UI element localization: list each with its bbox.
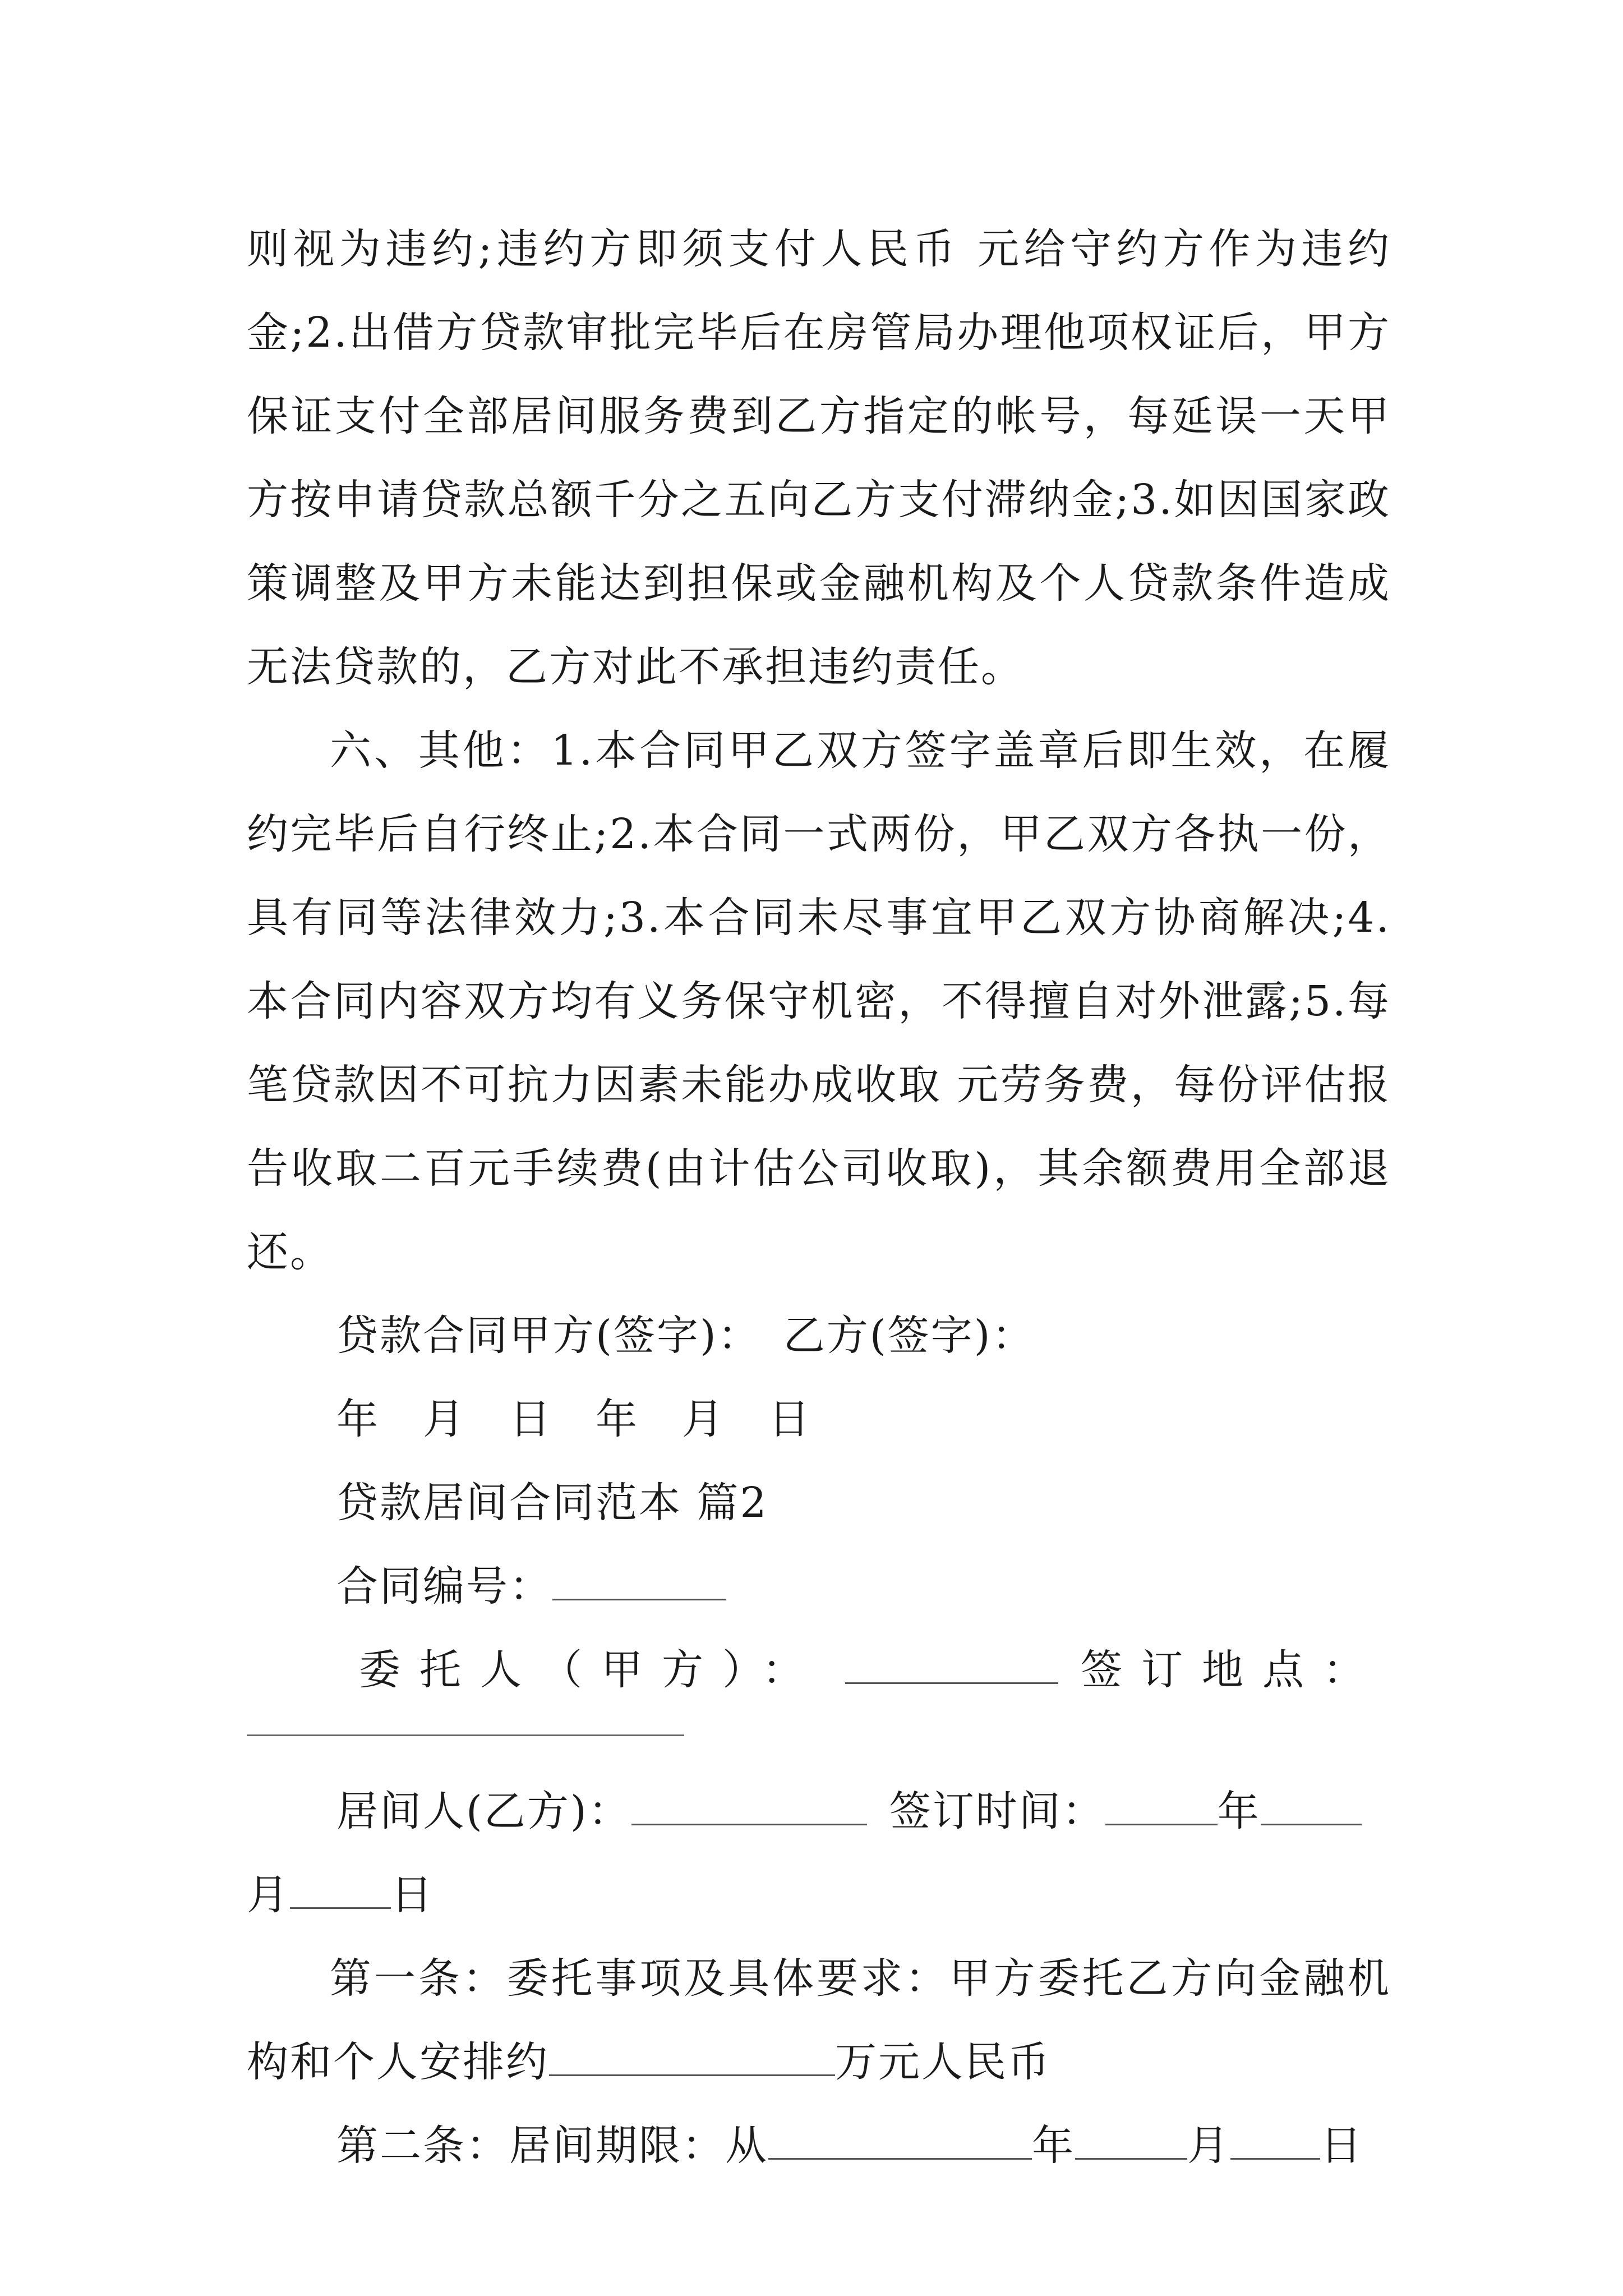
sign-time-month-blank bbox=[1261, 1786, 1362, 1825]
intermediary-blank bbox=[631, 1786, 867, 1825]
article-two bbox=[247, 2104, 1391, 2188]
sign-time-year-blank bbox=[1105, 1786, 1218, 1825]
client-row bbox=[247, 1628, 1391, 1712]
sign-time-year: 年 bbox=[1217, 1787, 1261, 1835]
sign-place-label: 签订地点： bbox=[1081, 1646, 1384, 1694]
article-two-year: 年 bbox=[1032, 2122, 1075, 2170]
client-label: 委托人（甲方）： bbox=[359, 1646, 823, 1694]
sign-place-blank bbox=[247, 1734, 684, 1736]
intermediary-label: 居间人(乙方)： bbox=[336, 1787, 631, 1835]
article-two-month-blank bbox=[1075, 2120, 1187, 2160]
section-title: 贷款居间合同范本 篇2 bbox=[336, 1479, 768, 1527]
sign-time-continuation bbox=[247, 1853, 1391, 1937]
signature-date-line: 年 月 日 年 月 日 bbox=[336, 1395, 811, 1443]
article-two-year-blank bbox=[768, 2120, 1032, 2160]
client-blank bbox=[845, 1645, 1058, 1684]
contract-number-blank bbox=[552, 1561, 726, 1600]
article-one-text: 第一条：委托事项及具体要求：甲方委托乙方向金融机构和个人安排约 bbox=[247, 1954, 1391, 2086]
paragraph-breach-clause: 则视为违约;违约方即须支付人民币 元给守约方作为违约金;2.出借方贷款审批完毕后在房管局办理他项权证后，甲方保证支付全部居间服务费到乙方指定的帐号，每延误一天甲方按申请贷款总额千分之五向乙方支付滞纳金;3.如因国家政策调整及甲方未能达到担保或金融机构及个人贷款条件造成无法贷款的，乙方对此不承担违约责任。 bbox=[247, 225, 1391, 691]
document-page bbox=[247, 208, 1391, 2188]
article-two-label: 第二条：居间期限：从 bbox=[336, 2122, 768, 2170]
sign-time-label: 签订时间： bbox=[889, 1787, 1105, 1835]
article-two-day-blank bbox=[1230, 2120, 1320, 2160]
article-two-month: 月 bbox=[1187, 2122, 1230, 2170]
sign-time-day: 日 bbox=[391, 1871, 434, 1919]
article-one bbox=[247, 1937, 1391, 2104]
contract-number-row bbox=[247, 1545, 1391, 1628]
paragraph-other-terms: 六、其他：1.本合同甲乙双方签字盖章后即生效，在履约完毕后自行终止;2.本合同一式两份，甲乙双方各执一份，具有同等法律效力;3.本合同未尽事宜甲乙双方协商解决;4.本合同内容双方均有义务保守机密，不得擅自对外泄露;5.每笔贷款因不可抗力因素未能办成收取 元劳务费，每份评估报告收取二百元手续费(由计估公司收取)，其余额费用全部退还。 bbox=[247, 726, 1391, 1276]
sign-time-month: 月 bbox=[247, 1871, 290, 1919]
intermediary-row bbox=[247, 1770, 1391, 1853]
article-two-day: 日 bbox=[1320, 2122, 1363, 2170]
signature-line: 贷款合同甲方(签字)： 乙方(签字)： bbox=[336, 1312, 1035, 1360]
article-one-amount-blank bbox=[549, 2037, 835, 2076]
article-one-unit: 万元人民币 bbox=[835, 2038, 1051, 2086]
contract-number-label: 合同编号： bbox=[336, 1562, 552, 1611]
sign-time-day-blank bbox=[290, 1870, 391, 1909]
